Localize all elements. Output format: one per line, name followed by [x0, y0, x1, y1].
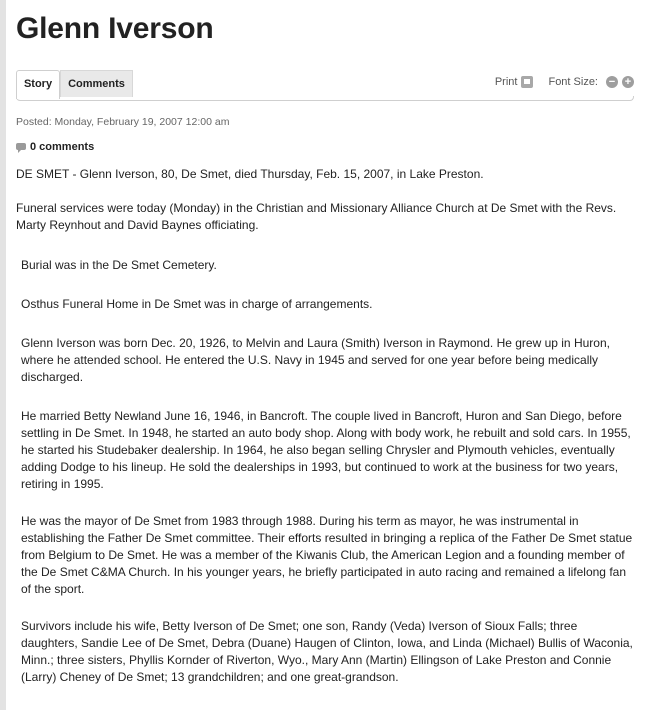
- left-border: [0, 0, 6, 710]
- font-size-label: Font Size:: [548, 76, 598, 88]
- tab-story[interactable]: Story: [16, 70, 60, 99]
- posted-date: Posted: Monday, February 19, 2007 12:00 am: [16, 116, 230, 128]
- article-tools: [495, 76, 634, 88]
- article-paragraph: Survivors include his wife, Betty Iverson of De Smet; one son, Randy (Veda) Iverson of Sioux Falls; three daughters, Sandie Lee of De Smet, Debra (Duane) Haugen of Clinton, Iowa, and Linda (Michael) Bullis of Waconia, Minn.; three sisters, Phyllis Kornder of Riverton, Wyo., Mary Ann (Martin) Ellingson of Lake Preston and Connie (Larry) Cheney of De Smet; 13 grandchildren; and one great-grandson.: [21, 619, 633, 684]
- article-paragraph: He married Betty Newland June 16, 1946, in Bancroft. The couple lived in Bancroft, Huron and San Diego, before settling in De Smet. In 1948, he started an auto body shop. Along with body work, he rebuilt and sold cars. In 1955, he started his Studebaker dealership. In 1964, he also began selling Chrysler and Plymouth vehicles, eventually adding Dodge to his lineup. He sold the dealerships in 1993, but continued to work at the business for two years, retiring in 1995.: [21, 409, 631, 491]
- article-title: Glenn Iverson: [16, 12, 214, 45]
- print-label[interactable]: Print: [494, 76, 518, 88]
- tab-comments[interactable]: Comments: [60, 70, 133, 97]
- font-size-increase-button[interactable]: +: [622, 76, 634, 88]
- comments-link[interactable]: [16, 141, 94, 153]
- article-paragraph: DE SMET - Glenn Iverson, 80, De Smet, died Thursday, Feb. 15, 2007, in Lake Preston.: [16, 167, 484, 181]
- article-paragraph: Osthus Funeral Home in De Smet was in charge of arrangements.: [21, 297, 373, 311]
- article-paragraph: Burial was in the De Smet Cemetery.: [21, 258, 217, 272]
- comment-bubble-icon: [16, 143, 26, 150]
- article-paragraph: Glenn Iverson was born Dec. 20, 1926, to Melvin and Laura (Smith) Iverson in Raymond. He grew up in Huron, where he attended school. He entered the U.S. Navy in 1945 and served for one year before being medically discharged.: [21, 336, 610, 384]
- print-icon[interactable]: [521, 76, 533, 88]
- article-paragraph: Funeral services were today (Monday) in the Christian and Missionary Alliance Church at De Smet with the Revs. Marty Reynhout and David Baynes officiating.: [16, 201, 617, 232]
- article-tab-bar: [16, 70, 634, 102]
- comments-count-label[interactable]: 0 comments: [30, 141, 95, 153]
- font-size-decrease-button[interactable]: −: [606, 76, 618, 88]
- article-paragraph: He was the mayor of De Smet from 1983 through 1988. During his term as mayor, he was instrumental in establishing the Father De Smet committee. Their efforts resulted in bringing a replica of the Father De Smet statue from Belgium to De Smet. He was a member of the Kiwanis Club, the American Legion and a founding member of the De Smet C&MA Church. In his younger years, he briefly participated in auto racing and remained a lifelong fan of the sport.: [21, 514, 633, 596]
